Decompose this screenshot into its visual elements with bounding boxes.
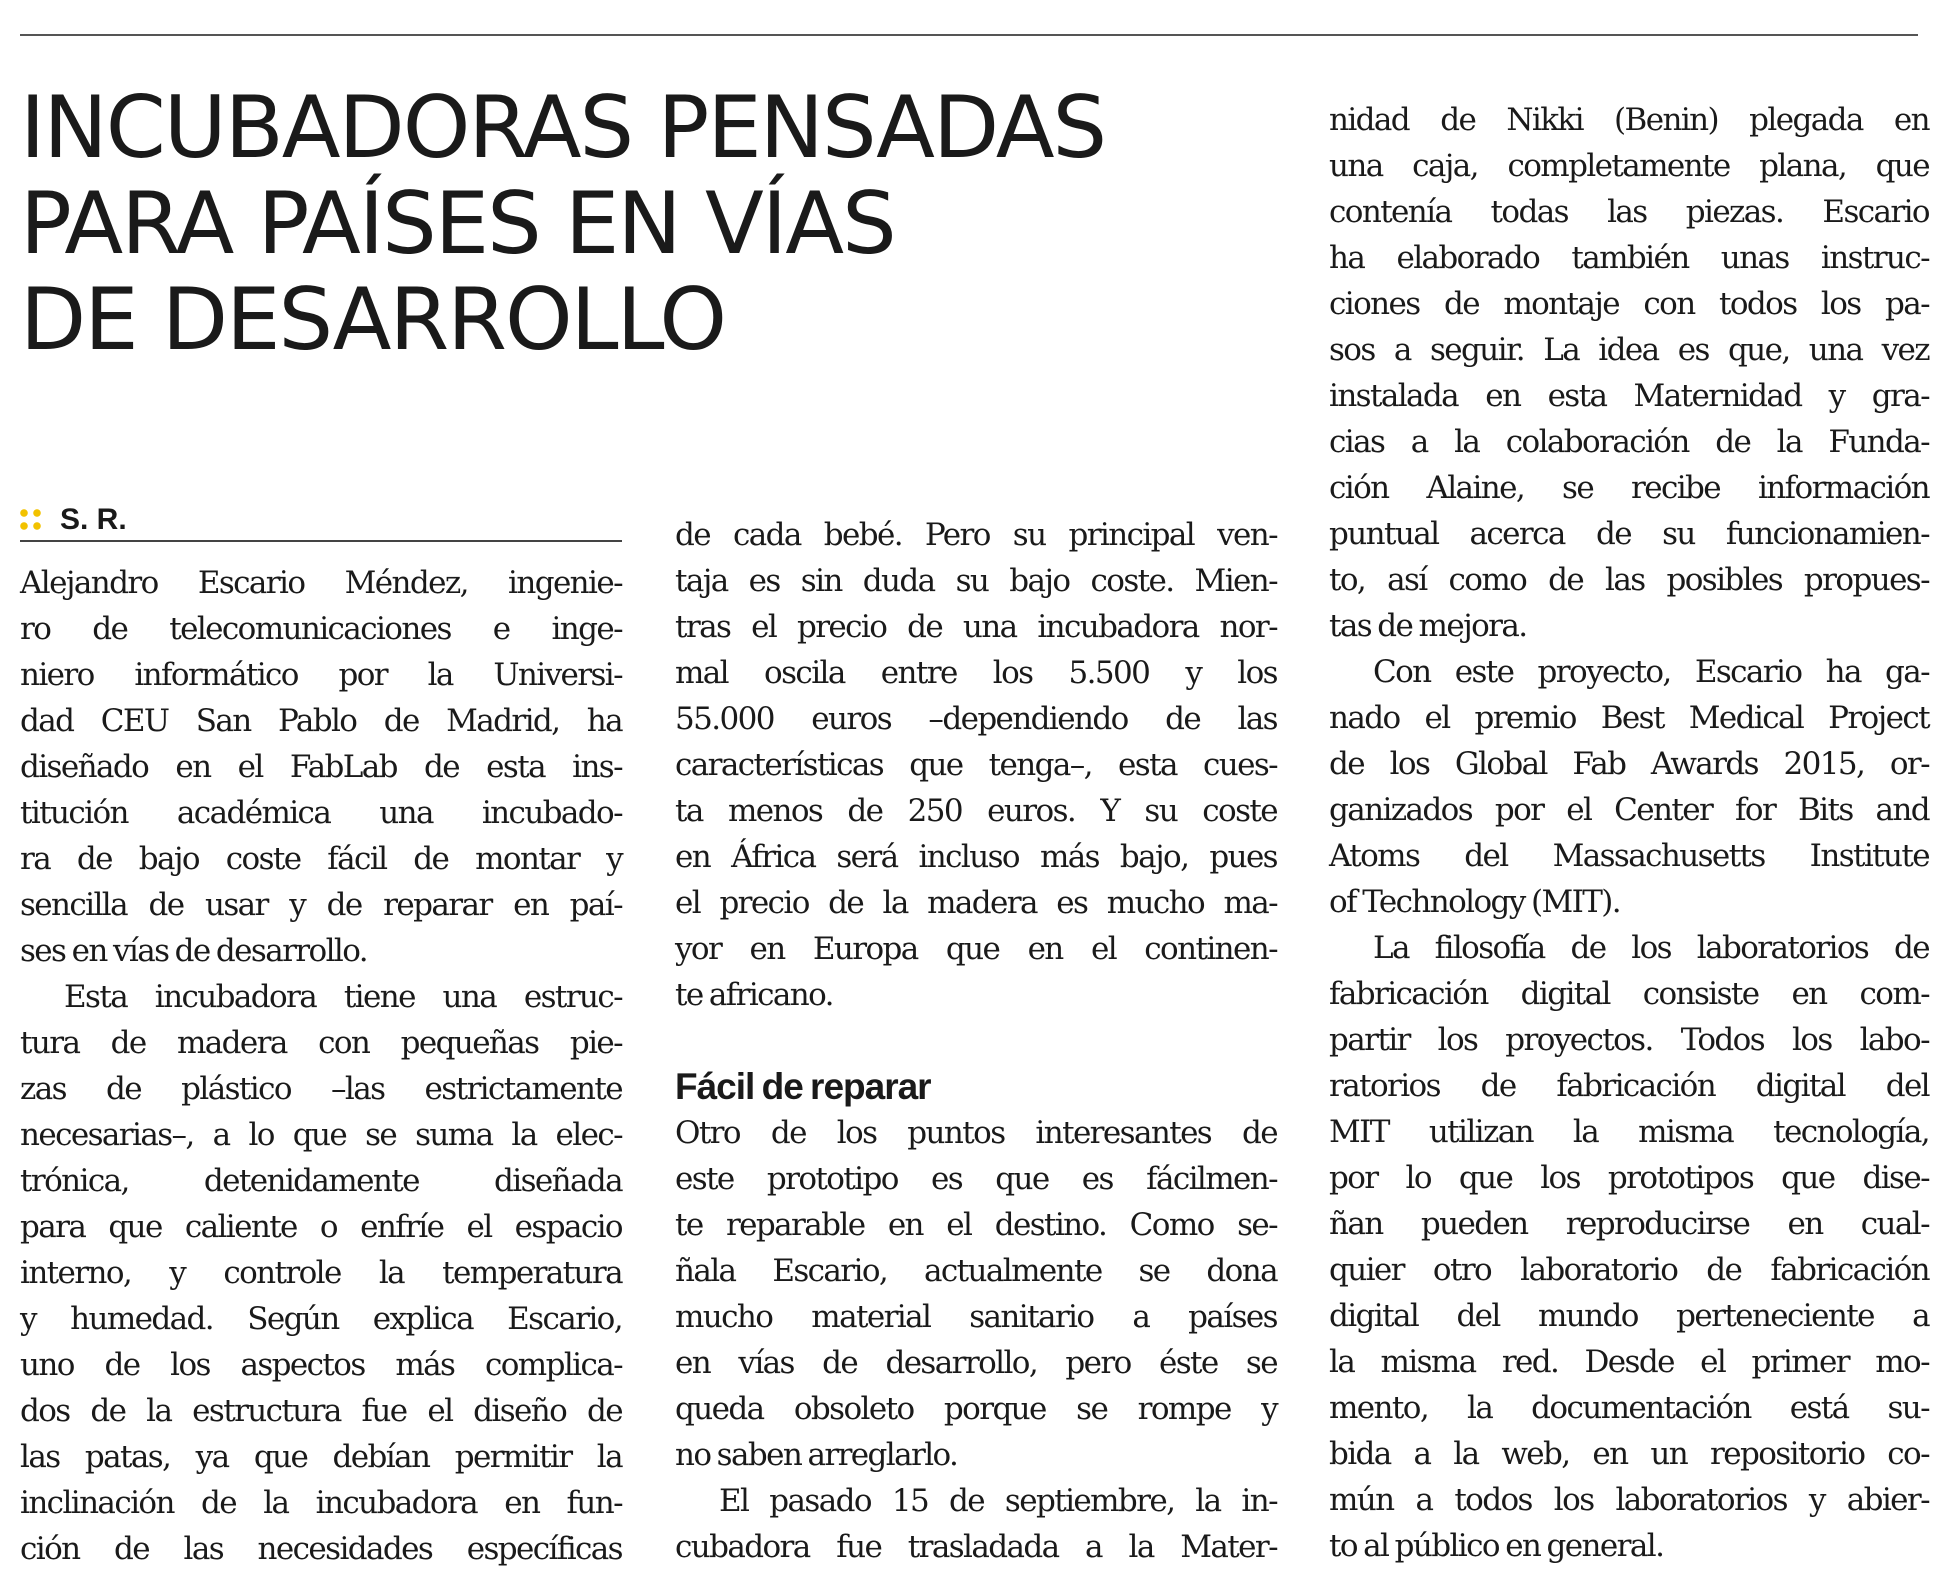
text-line: interno, y controle la temperatura xyxy=(20,1255,622,1291)
text-line: instalada en esta Maternidad y gra- xyxy=(1329,378,1929,414)
text-line: cias a la colaboración de la Funda- xyxy=(1329,424,1929,460)
text-line: Alejandro Escario Méndez, ingenie- xyxy=(20,565,622,601)
text-line: inclinación de la incubadora en fun- xyxy=(20,1485,622,1521)
text-line: mal oscila entre los 5.500 y los xyxy=(675,655,1277,691)
headline-line: DE DESARROLLO xyxy=(20,270,726,370)
text-line: fabricación digital consiste en com- xyxy=(1329,976,1929,1012)
text-line: el precio de la madera es mucho ma- xyxy=(675,885,1277,921)
text-line: ses en vías de desarrollo. xyxy=(20,933,367,969)
text-line: las patas, ya que debían permitir la xyxy=(20,1439,622,1475)
text-line: tas de mejora. xyxy=(1329,608,1527,644)
text-line: digital del mundo perteneciente a xyxy=(1329,1298,1929,1334)
text-line: Con este proyecto, Escario ha ga- xyxy=(1373,654,1929,690)
text-line: to, así como de las posibles propues- xyxy=(1329,562,1929,598)
text-line: diseñado en el FabLab de esta ins- xyxy=(20,749,622,785)
text-line: ñala Escario, actualmente se dona xyxy=(675,1253,1277,1289)
headline-line: INCUBADORAS PENSADAS xyxy=(20,78,1106,178)
text-line: nidad de Nikki (Benin) plegada en xyxy=(1329,102,1929,138)
text-line: te reparable en el destino. Como se- xyxy=(675,1207,1277,1243)
text-line: para que caliente o enfríe el espacio xyxy=(20,1209,622,1245)
text-line: tras el precio de una incubadora nor- xyxy=(675,609,1277,645)
text-line: ta menos de 250 euros. Y su coste xyxy=(675,793,1277,829)
text-line: ra de bajo coste fácil de montar y xyxy=(20,841,622,877)
text-line: MIT utilizan la misma tecnología, xyxy=(1329,1114,1929,1150)
article-column-3 xyxy=(1329,97,1929,1569)
section-subhead: Fácil de reparar xyxy=(675,1066,931,1107)
text-line: taja es sin duda su bajo coste. Mien- xyxy=(675,563,1277,599)
text-line: la misma red. Desde el primer mo- xyxy=(1329,1344,1929,1380)
text-line: sencilla de usar y de reparar en paí- xyxy=(20,887,622,923)
byline xyxy=(20,500,622,542)
text-line: ratorios de fabricación digital del xyxy=(1329,1068,1929,1104)
article-column-1 xyxy=(20,560,622,1572)
text-line: en vías de desarrollo, pero éste se xyxy=(675,1345,1277,1381)
text-line: dos de la estructura fue el diseño de xyxy=(20,1393,622,1429)
text-line: nado el premio Best Medical Project xyxy=(1329,700,1929,736)
text-line: este prototipo es que es fácilmen- xyxy=(675,1161,1277,1197)
text-line: Esta incubadora tiene una estruc- xyxy=(64,979,622,1015)
text-line: una caja, completamente plana, que xyxy=(1329,148,1929,184)
text-line: 55.000 euros –dependiendo de las xyxy=(675,701,1277,737)
text-line: mucho material sanitario a países xyxy=(675,1299,1277,1335)
text-line: ro de telecomunicaciones e inge- xyxy=(20,611,622,647)
text-line: Atoms del Massachusetts Institute xyxy=(1329,838,1929,874)
text-line: sos a seguir. La idea es que, una vez xyxy=(1329,332,1929,368)
byline-dots-icon xyxy=(20,509,42,531)
text-line: Otro de los puntos interesantes de xyxy=(675,1115,1277,1151)
text-line: mún a todos los laboratorios y abier- xyxy=(1329,1482,1929,1518)
text-line: zas de plástico –las estrictamente xyxy=(20,1071,622,1107)
text-line: La filosofía de los laboratorios de xyxy=(1373,930,1929,966)
text-line: niero informático por la Universi- xyxy=(20,657,622,693)
text-line: El pasado 15 de septiembre, la in- xyxy=(719,1483,1277,1519)
text-line: y humedad. Según explica Escario, xyxy=(20,1301,622,1337)
text-line: bida a la web, en un repositorio co- xyxy=(1329,1436,1929,1472)
text-line: puntual acerca de su funcionamien- xyxy=(1329,516,1929,552)
text-line: ciones de montaje con todos los pa- xyxy=(1329,286,1929,322)
text-line: no saben arreglarlo. xyxy=(675,1437,958,1473)
text-line: contenía todas las piezas. Escario xyxy=(1329,194,1929,230)
text-line: necesarias–, a lo que se suma la elec- xyxy=(20,1117,622,1153)
text-line: partir los proyectos. Todos los labo- xyxy=(1329,1022,1929,1058)
text-line: mento, la documentación está su- xyxy=(1329,1390,1929,1426)
headline-line: PARA PAÍSES EN VÍAS xyxy=(20,174,895,274)
text-line: to al público en general. xyxy=(1329,1528,1664,1564)
text-line: dad CEU San Pablo de Madrid, ha xyxy=(20,703,622,739)
text-line: ñan pueden reproducirse en cual- xyxy=(1329,1206,1929,1242)
text-line: trónica, detenidamente diseñada xyxy=(20,1163,622,1199)
text-line: por lo que los prototipos que dise- xyxy=(1329,1160,1929,1196)
text-line: tura de madera con pequeñas pie- xyxy=(20,1025,622,1061)
byline-author: S. R. xyxy=(60,503,127,536)
article-headline xyxy=(20,80,1300,368)
text-line: ción Alaine, se recibe información xyxy=(1329,470,1929,506)
text-line: quier otro laboratorio de fabricación xyxy=(1329,1252,1929,1288)
top-rule xyxy=(20,34,1918,36)
text-line: titución académica una incubado- xyxy=(20,795,622,831)
text-line: yor en Europa que en el continen- xyxy=(675,931,1277,967)
text-line: de los Global Fab Awards 2015, or- xyxy=(1329,746,1929,782)
text-line: en África será incluso más bajo, pues xyxy=(675,839,1277,875)
text-line: te africano. xyxy=(675,977,833,1013)
text-line: uno de los aspectos más complica- xyxy=(20,1347,622,1383)
text-line: ha elaborado también unas instruc- xyxy=(1329,240,1929,276)
text-line: características que tenga–, esta cues- xyxy=(675,747,1277,783)
article-column-2 xyxy=(675,512,1277,1570)
text-line: de cada bebé. Pero su principal ven- xyxy=(675,517,1277,553)
text-line: ganizados por el Center for Bits and xyxy=(1329,792,1929,828)
text-line: queda obsoleto porque se rompe y xyxy=(675,1391,1277,1427)
text-line: of Technology (MIT). xyxy=(1329,884,1621,920)
text-line: cubadora fue trasladada a la Mater- xyxy=(675,1529,1277,1565)
text-line: ción de las necesidades específicas xyxy=(20,1531,622,1567)
